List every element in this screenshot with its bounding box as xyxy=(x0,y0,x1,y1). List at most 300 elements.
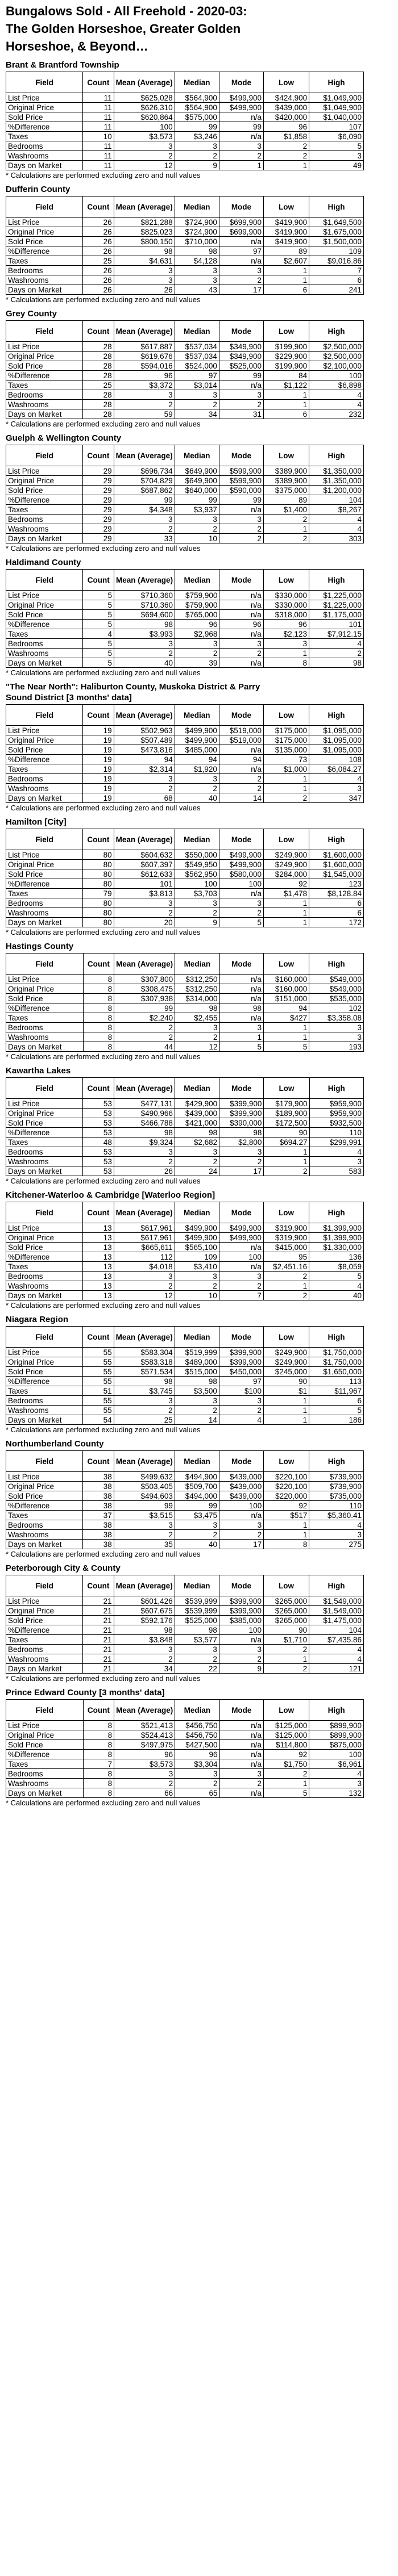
table-row xyxy=(6,620,364,629)
value-cell: $307,800 xyxy=(114,975,175,984)
stats-table xyxy=(6,1450,364,1549)
column-header: Field xyxy=(6,1700,84,1721)
value-cell: $1,350,000 xyxy=(309,466,364,476)
value-cell: 1 xyxy=(263,1281,309,1291)
value-cell: n/a xyxy=(219,505,263,515)
value-cell: $399,900 xyxy=(219,1348,263,1357)
value-cell: 25 xyxy=(114,1415,175,1425)
field-name-cell: Bedrooms xyxy=(6,1272,83,1281)
value-cell: 98 xyxy=(219,1003,263,1013)
value-cell: 21 xyxy=(83,1635,114,1645)
value-cell: n/a xyxy=(219,889,263,898)
value-cell: 4 xyxy=(309,524,364,534)
value-cell: $710,360 xyxy=(114,600,175,610)
value-cell: $424,900 xyxy=(264,93,309,103)
value-cell: 3 xyxy=(219,639,263,649)
value-cell: 28 xyxy=(83,361,114,371)
value-cell: 98 xyxy=(114,1128,175,1138)
value-cell: $1,750 xyxy=(264,1759,309,1769)
value-cell: 51 xyxy=(83,1386,114,1396)
value-cell: $612,633 xyxy=(114,869,175,879)
field-name-cell: Taxes xyxy=(6,764,83,774)
field-name-cell: Bedrooms xyxy=(6,898,83,908)
column-header: Mean (Average) xyxy=(114,705,175,726)
value-cell: 19 xyxy=(83,784,114,793)
value-cell: n/a xyxy=(219,600,263,610)
value-cell: 11 xyxy=(83,93,114,103)
value-cell: $704,829 xyxy=(114,476,175,486)
value-cell: $3,813 xyxy=(114,889,175,898)
field-name-cell: Sold Price xyxy=(6,994,84,1003)
value-cell: 80 xyxy=(83,879,114,889)
value-cell: $594,016 xyxy=(114,361,175,371)
county-section xyxy=(6,60,398,179)
value-cell: 6 xyxy=(309,1396,364,1406)
table-header-row xyxy=(6,1451,364,1472)
value-cell: $189,900 xyxy=(264,1109,309,1118)
stats-table xyxy=(6,1202,364,1300)
value-cell: $537,034 xyxy=(175,352,219,361)
value-cell: $3,937 xyxy=(175,505,219,515)
table-row xyxy=(6,1291,364,1300)
value-cell: 5 xyxy=(83,591,114,600)
value-cell: $699,900 xyxy=(219,227,263,237)
value-cell: $1,225,000 xyxy=(309,591,363,600)
value-cell: 11 xyxy=(83,161,114,170)
value-cell: 193 xyxy=(309,1042,364,1052)
field-name-cell: Original Price xyxy=(6,1482,83,1491)
value-cell: $562,950 xyxy=(175,869,219,879)
value-cell: $6,090 xyxy=(309,132,364,141)
section-title: Peterborough City & County xyxy=(6,1563,121,1573)
field-name-cell: Taxes xyxy=(6,1759,84,1769)
value-cell: 38 xyxy=(83,1491,114,1501)
field-name-cell: Sold Price xyxy=(6,745,83,755)
value-cell: 2 xyxy=(175,1281,219,1291)
column-header: Count xyxy=(83,1451,114,1472)
value-cell: $450,000 xyxy=(219,1367,263,1377)
field-name-cell: Bedrooms xyxy=(6,1396,83,1406)
table-row xyxy=(6,151,364,161)
table-row xyxy=(6,735,364,745)
value-cell: n/a xyxy=(219,591,263,600)
field-name-cell: Original Price xyxy=(6,1357,83,1367)
column-header: Mean (Average) xyxy=(114,445,175,466)
value-cell: 583 xyxy=(309,1166,363,1176)
value-cell: $640,000 xyxy=(175,486,219,495)
value-cell: n/a xyxy=(219,1740,264,1750)
value-cell: 275 xyxy=(309,1540,364,1549)
value-cell: 4 xyxy=(309,515,364,524)
value-cell: $3,475 xyxy=(175,1511,219,1520)
value-cell: $389,900 xyxy=(264,476,309,486)
value-cell: 347 xyxy=(309,793,364,803)
value-cell: $601,426 xyxy=(114,1596,175,1606)
table-row xyxy=(6,495,364,505)
table-row xyxy=(6,1654,364,1664)
value-cell: 3 xyxy=(309,151,364,161)
value-cell: 24 xyxy=(175,1166,219,1176)
field-name-cell: Bedrooms xyxy=(6,1147,83,1157)
value-cell: $2,968 xyxy=(175,629,219,639)
field-name-cell: List Price xyxy=(6,93,83,103)
value-cell: 28 xyxy=(83,371,114,380)
value-cell: 3 xyxy=(175,1023,219,1032)
value-cell: 3 xyxy=(114,1645,175,1654)
value-cell: 8 xyxy=(83,1769,114,1779)
table-row xyxy=(6,227,364,237)
table-row xyxy=(6,1664,364,1674)
value-cell: $626,310 xyxy=(114,103,175,112)
value-cell: $3,246 xyxy=(175,132,219,141)
table-row xyxy=(6,1721,364,1730)
value-cell: 94 xyxy=(114,755,175,764)
table-header-row xyxy=(6,570,364,591)
value-cell: $1,650,000 xyxy=(309,1367,364,1377)
value-cell: $175,000 xyxy=(264,735,309,745)
table-row xyxy=(6,524,364,534)
value-cell: 7 xyxy=(309,266,364,275)
value-cell: $1,095,000 xyxy=(309,726,364,735)
field-name-cell: Days on Market xyxy=(6,793,83,803)
value-cell: $696,734 xyxy=(114,466,175,476)
value-cell: $1,095,000 xyxy=(309,745,364,755)
value-cell: 1 xyxy=(264,774,309,784)
value-cell: 97 xyxy=(175,371,219,380)
value-cell: $330,000 xyxy=(263,591,309,600)
field-name-cell: Sold Price xyxy=(6,1118,83,1128)
value-cell: $199,900 xyxy=(264,361,309,371)
value-cell: $1,750,000 xyxy=(309,1357,364,1367)
county-section xyxy=(6,1065,398,1185)
column-header: Field xyxy=(6,1078,83,1099)
field-name-cell: Washrooms xyxy=(6,784,83,793)
table-row xyxy=(6,975,364,984)
county-section xyxy=(6,941,398,1061)
value-cell: 303 xyxy=(309,534,364,543)
value-cell: 25 xyxy=(83,380,114,390)
value-cell: 1 xyxy=(264,266,309,275)
value-cell: $1,600,000 xyxy=(309,860,364,869)
table-row xyxy=(6,1377,364,1386)
value-cell: n/a xyxy=(219,1635,263,1645)
stats-table xyxy=(6,569,364,668)
value-cell: $517 xyxy=(264,1511,309,1520)
section-title: Guelph & Wellington County xyxy=(6,433,122,443)
value-cell: 8 xyxy=(263,658,309,668)
value-cell: $497,975 xyxy=(114,1740,175,1750)
field-name-cell: List Price xyxy=(6,1348,83,1357)
value-cell: 28 xyxy=(83,390,114,400)
value-cell: $509,700 xyxy=(175,1482,219,1491)
value-cell: $6,084.27 xyxy=(309,764,364,774)
table-row xyxy=(6,745,364,755)
county-section xyxy=(6,184,398,304)
value-cell: 3 xyxy=(219,898,263,908)
value-cell: $537,034 xyxy=(175,342,219,352)
value-cell: 48 xyxy=(83,1138,114,1147)
column-header: Median xyxy=(175,196,219,218)
value-cell: 2 xyxy=(264,515,309,524)
value-cell: $617,887 xyxy=(114,342,175,352)
value-cell: 11 xyxy=(83,112,114,122)
value-cell: $439,000 xyxy=(219,1472,264,1482)
value-cell: $220,100 xyxy=(264,1472,309,1482)
calculation-note: * Calculations are performed excluding zero and null values xyxy=(6,1550,201,1558)
column-header: High xyxy=(309,321,364,342)
value-cell: $2,800 xyxy=(219,1138,264,1147)
field-name-cell: Washrooms xyxy=(6,275,83,285)
value-cell: 121 xyxy=(309,1664,364,1674)
value-cell: $759,900 xyxy=(175,600,219,610)
value-cell: 98 xyxy=(175,246,219,256)
column-header: Low xyxy=(264,321,309,342)
value-cell: $549,950 xyxy=(175,860,219,869)
section-title: Kitchener-Waterloo & Cambridge [Waterloo Region] xyxy=(6,1190,215,1200)
table-row xyxy=(6,515,364,524)
column-header: High xyxy=(309,1700,364,1721)
value-cell: $565,100 xyxy=(175,1243,219,1252)
value-cell: 96 xyxy=(264,122,309,132)
field-name-cell: Sold Price xyxy=(6,1491,83,1501)
table-row xyxy=(6,1491,364,1501)
calculation-note: * Calculations are performed excluding zero and null values xyxy=(6,1301,201,1310)
value-cell: 13 xyxy=(83,1243,114,1252)
value-cell: $539,999 xyxy=(175,1606,219,1616)
value-cell: 99 xyxy=(175,495,219,505)
field-name-cell: Days on Market xyxy=(6,534,83,543)
value-cell: $249,900 xyxy=(264,1348,309,1357)
value-cell: $499,900 xyxy=(219,1223,263,1233)
value-cell: $439,000 xyxy=(219,1491,264,1501)
value-cell: 20 xyxy=(114,918,175,927)
county-section xyxy=(6,817,398,936)
value-cell: 4 xyxy=(309,1147,363,1157)
column-header: Low xyxy=(264,1078,309,1099)
value-cell: 2 xyxy=(219,534,263,543)
value-cell: 3 xyxy=(114,639,175,649)
field-name-cell: %Difference xyxy=(6,1377,83,1386)
value-cell: 2 xyxy=(175,1779,219,1788)
value-cell: $1,858 xyxy=(264,132,309,141)
field-name-cell: Sold Price xyxy=(6,869,83,879)
value-cell: 3 xyxy=(263,639,309,649)
column-header: Mode xyxy=(219,1451,264,1472)
value-cell: 5 xyxy=(309,141,364,151)
value-cell: 3 xyxy=(175,774,219,784)
field-name-cell: List Price xyxy=(6,1223,83,1233)
value-cell: 55 xyxy=(83,1406,114,1415)
value-cell: $710,360 xyxy=(114,591,175,600)
value-cell: 1 xyxy=(264,1779,309,1788)
table-header-row xyxy=(6,1078,364,1099)
value-cell: $11,967 xyxy=(309,1386,364,1396)
value-cell: 2 xyxy=(219,400,263,409)
column-header: Field xyxy=(6,1451,83,1472)
value-cell: $1,175,000 xyxy=(309,610,363,620)
table-row xyxy=(6,1625,364,1635)
value-cell: $114,800 xyxy=(264,1740,309,1750)
value-cell: $456,750 xyxy=(175,1721,219,1730)
value-cell: 1 xyxy=(263,649,309,658)
column-header: Count xyxy=(83,1078,114,1099)
value-cell: $6,898 xyxy=(309,380,364,390)
value-cell: $179,900 xyxy=(264,1099,309,1109)
value-cell: $617,961 xyxy=(114,1223,175,1233)
field-name-cell: %Difference xyxy=(6,879,83,889)
column-header: Low xyxy=(264,1451,309,1472)
table-row xyxy=(6,266,364,275)
section-title: Kawartha Lakes xyxy=(6,1066,71,1076)
value-cell: 2 xyxy=(219,524,263,534)
section-title: Brant & Brantford Township xyxy=(6,60,119,70)
value-cell: $420,000 xyxy=(264,112,309,122)
value-cell: $1,549,000 xyxy=(309,1606,364,1616)
value-cell: 13 xyxy=(83,1262,114,1272)
field-name-cell: %Difference xyxy=(6,371,83,380)
section-title: Hastings County xyxy=(6,942,74,951)
value-cell: $399,900 xyxy=(219,1596,263,1606)
column-header: Median xyxy=(175,570,219,591)
value-cell: 66 xyxy=(114,1788,175,1798)
value-cell: 5 xyxy=(309,1272,364,1281)
field-name-cell: Bedrooms xyxy=(6,390,83,400)
value-cell: $724,900 xyxy=(175,218,219,227)
table-row xyxy=(6,342,364,352)
field-name-cell: Taxes xyxy=(6,505,83,515)
section-title: Dufferin County xyxy=(6,185,71,194)
table-row xyxy=(6,1501,364,1511)
value-cell: 40 xyxy=(114,658,175,668)
value-cell: $3,577 xyxy=(175,1635,219,1645)
value-cell: 3 xyxy=(219,1272,263,1281)
value-cell: $2,123 xyxy=(263,629,309,639)
field-name-cell: Days on Market xyxy=(6,1291,83,1300)
field-name-cell: Days on Market xyxy=(6,1166,83,1176)
value-cell: 3 xyxy=(175,1645,219,1654)
value-cell: 172 xyxy=(309,918,364,927)
field-name-cell: %Difference xyxy=(6,122,83,132)
value-cell: 2 xyxy=(175,908,219,918)
value-cell: 3 xyxy=(219,266,263,275)
column-header: Field xyxy=(6,445,83,466)
column-header: Mode xyxy=(219,705,263,726)
column-header: Mode xyxy=(219,954,263,975)
field-name-cell: Sold Price xyxy=(6,610,83,620)
value-cell: 84 xyxy=(264,371,309,380)
value-cell: $759,900 xyxy=(175,591,219,600)
value-cell: 8 xyxy=(83,1042,114,1052)
value-cell: 29 xyxy=(83,515,114,524)
value-cell: 4 xyxy=(309,390,364,400)
value-cell: 3 xyxy=(175,1272,219,1281)
value-cell: n/a xyxy=(219,1243,263,1252)
value-cell: $932,500 xyxy=(309,1118,363,1128)
value-cell: 96 xyxy=(114,1750,175,1759)
field-name-cell: %Difference xyxy=(6,495,83,505)
value-cell: $375,000 xyxy=(264,486,309,495)
column-header: Mode xyxy=(219,1700,264,1721)
value-cell: 94 xyxy=(175,755,219,764)
table-row xyxy=(6,1252,364,1262)
value-cell: $419,900 xyxy=(264,218,309,227)
field-name-cell: Washrooms xyxy=(6,1032,84,1042)
value-cell: $2,314 xyxy=(114,764,175,774)
field-name-cell: Washrooms xyxy=(6,1281,83,1291)
value-cell: $1,225,000 xyxy=(309,600,363,610)
calculation-note: * Calculations are performed excluding zero and null values xyxy=(6,928,201,936)
value-cell: 79 xyxy=(83,889,114,898)
value-cell: $419,900 xyxy=(264,227,309,237)
value-cell: 98 xyxy=(114,1377,175,1386)
table-row xyxy=(6,380,364,390)
column-header: High xyxy=(309,196,364,218)
value-cell: $4,128 xyxy=(175,256,219,266)
value-cell: n/a xyxy=(219,1721,264,1730)
value-cell: 104 xyxy=(309,495,364,505)
value-cell: $524,000 xyxy=(175,361,219,371)
column-header: Field xyxy=(6,705,83,726)
value-cell: n/a xyxy=(219,132,263,141)
value-cell: 5 xyxy=(83,600,114,610)
field-name-cell: Original Price xyxy=(6,476,83,486)
column-header: Median xyxy=(175,445,219,466)
value-cell: 2 xyxy=(175,1654,219,1664)
field-name-cell: Original Price xyxy=(6,1233,83,1243)
table-row xyxy=(6,1386,364,1396)
value-cell: 94 xyxy=(219,755,263,764)
value-cell: $318,000 xyxy=(263,610,309,620)
table-row xyxy=(6,1348,364,1357)
value-cell: 2 xyxy=(175,1032,219,1042)
value-cell: 53 xyxy=(83,1109,114,1118)
value-cell: 6 xyxy=(264,285,309,295)
value-cell: n/a xyxy=(219,994,263,1003)
column-header: High xyxy=(309,445,364,466)
calculation-note: * Calculations are performed excluding zero and null values xyxy=(6,1177,201,1185)
table-row xyxy=(6,1472,364,1482)
value-cell: $265,000 xyxy=(264,1606,309,1616)
value-cell: 13 xyxy=(83,1291,114,1300)
table-header-row xyxy=(6,1327,364,1348)
value-cell: $735,000 xyxy=(309,1491,364,1501)
value-cell: 4 xyxy=(309,774,364,784)
column-header: High xyxy=(309,72,364,93)
column-header: Mode xyxy=(219,1202,263,1223)
table-row xyxy=(6,639,364,649)
value-cell: 100 xyxy=(309,371,364,380)
value-cell: 19 xyxy=(83,774,114,784)
column-header: Low xyxy=(264,705,309,726)
column-header: High xyxy=(309,954,364,975)
value-cell: 5 xyxy=(83,639,114,649)
value-cell: 3 xyxy=(114,774,175,784)
column-header: Mode xyxy=(219,570,263,591)
field-name-cell: List Price xyxy=(6,726,83,735)
value-cell: 19 xyxy=(83,726,114,735)
section-title: Niagara Region xyxy=(6,1315,69,1324)
value-cell: $349,900 xyxy=(219,352,263,361)
value-cell: 12 xyxy=(114,161,175,170)
field-name-cell: Sold Price xyxy=(6,361,83,371)
value-cell: $477,131 xyxy=(114,1099,175,1109)
field-name-cell: Bedrooms xyxy=(6,266,83,275)
calculation-note: * Calculations are performed excluding zero and null values xyxy=(6,1052,201,1061)
value-cell: 3 xyxy=(309,1530,364,1540)
value-cell: 94 xyxy=(263,1003,309,1013)
value-cell: $1,675,000 xyxy=(309,227,364,237)
value-cell: $2,500,000 xyxy=(309,342,364,352)
